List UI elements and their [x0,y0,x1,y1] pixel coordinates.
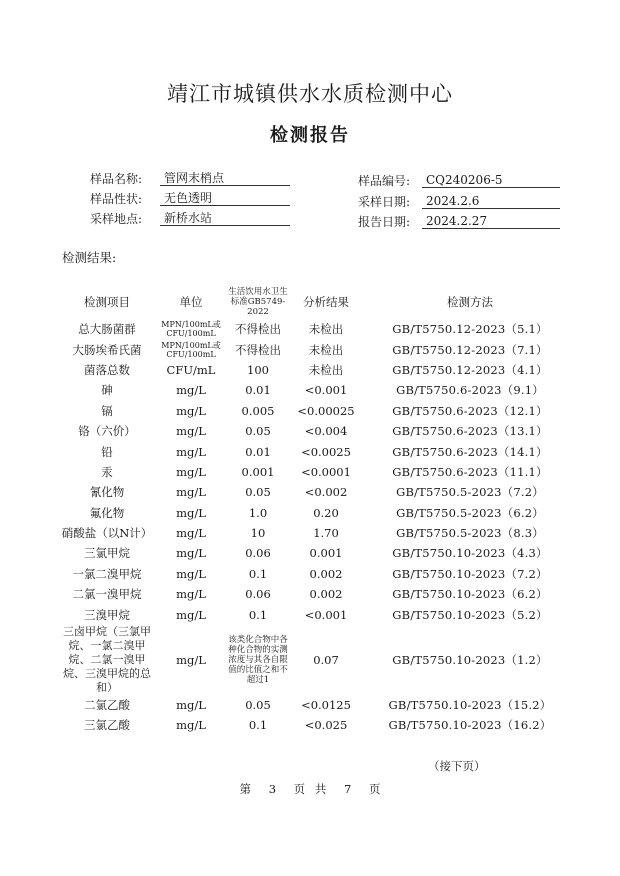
footer-page-total: 7 [343,782,352,796]
item-cell: 铬（六价） [78,424,136,439]
table-row [58,462,578,482]
unit-cell: mg/L [176,444,206,459]
limit-cell: 0.1 [248,607,268,622]
method-cell: GB/T5750.6-2023（14.1） [392,444,548,459]
unit-cell: mg/L [176,424,206,439]
method-cell: GB/T5750.5-2023（8.3） [396,526,544,541]
result-cell: 0.001 [309,546,343,561]
result-cell: <0.00025 [297,403,355,418]
result-cell: <0.0025 [301,444,351,459]
item-cell: 砷 [101,383,113,398]
page-footer [0,781,620,797]
sample-name-value: 管网末梢点 [160,170,290,186]
result-cell: <0.0125 [301,698,351,713]
method-cell: GB/T5750.10-2023（4.3） [392,546,548,561]
method-cell: GB/T5750.10-2023（7.2） [392,566,548,581]
method-cell: GB/T5750.12-2023（4.1） [392,362,548,377]
limit-cell: 100 [247,362,269,377]
method-cell: GB/T5750.10-2023（16.2） [388,718,552,733]
method-cell: GB/T5750.10-2023（5.2） [392,607,548,622]
item-cell: 三溴甲烷 [84,607,130,622]
result-cell: 0.07 [313,652,339,667]
item-cell: 汞 [101,464,113,479]
method-cell: GB/T5750.5-2023（6.2） [396,505,544,520]
item-cell: 镉 [101,403,113,418]
unit-cell: mg/L [176,485,206,500]
result-cell: 0.002 [309,566,343,581]
limit-cell: 0.1 [248,718,268,733]
result-cell: <0.001 [304,383,348,398]
item-cell: 总大肠菌群 [78,322,136,337]
limit-cell: 0.01 [245,383,271,398]
unit-cell: mg/L [176,464,206,479]
table-row [58,715,578,735]
item-cell: 二氯乙酸 [84,698,130,713]
report-date-value: 2024.2.27 [422,213,560,229]
table-row [58,380,578,400]
header-method: 检测方法 [447,295,493,309]
limit-cell: 0.01 [245,444,271,459]
method-cell: GB/T5750.6-2023（11.1） [392,464,548,479]
table-row [58,695,578,715]
table-row [58,360,578,380]
unit-cell: CFU/mL [166,362,216,377]
results-table [58,285,578,736]
sample-no-value: CQ240206-5 [422,172,560,188]
result-cell: <0.001 [304,607,348,622]
item-cell: 氟化物 [89,505,125,520]
report-date-label: 报告日期: [358,215,411,229]
results-label: 检测结果: [62,250,117,265]
item-cell: 氰化物 [89,485,125,500]
method-cell: GB/T5750.6-2023（13.1） [392,424,548,439]
result-cell: 0.20 [313,505,339,520]
result-cell: 1.70 [313,526,339,541]
item-cell: 菌落总数 [84,362,130,377]
result-cell: 0.002 [309,587,343,602]
unit-cell: mg/L [176,403,206,418]
method-cell: GB/T5750.12-2023（7.1） [392,342,548,357]
limit-cell: 0.06 [245,546,271,561]
unit-cell: mg/L [176,383,206,398]
limit-cell: 0.005 [241,403,275,418]
limit-cell: 0.06 [245,587,271,602]
result-cell: 未检出 [308,362,344,377]
limit-cell: 0.05 [245,424,271,439]
result-cell: 未检出 [308,322,344,337]
footer-page-mid: 页 共 [293,782,327,796]
method-cell: GB/T5750.5-2023（7.2） [396,485,544,500]
item-cell: 三氯乙酸 [84,718,130,733]
table-row [58,503,578,523]
sample-name-label: 样品名称: [90,172,143,186]
limit-cell: 不得检出 [235,322,281,337]
method-cell: GB/T5750.6-2023（12.1） [392,403,548,418]
method-cell: GB/T5750.10-2023（1.2） [392,652,548,667]
unit-cell: mg/L [176,566,206,581]
sample-character-value: 无色透明 [160,190,290,206]
table-row [58,523,578,543]
sampling-site-label: 采样地点: [90,212,143,226]
unit-cell: MPN/100mL或CFU/100mL [161,340,221,359]
table-row [58,401,578,421]
limit-cell: 10 [250,526,266,541]
limit-cell: 该类化合物中各种化合物的实测浓度与其各自限值的比值之和不超过1 [228,634,288,685]
header-result: 分析结果 [303,295,349,309]
sampling-site-value: 新桥水站 [160,210,290,226]
footer-page-current: 3 [268,782,277,796]
item-cell: 一氯二溴甲烷 [72,566,142,581]
table-header-row [58,285,578,319]
method-cell: GB/T5750.10-2023（15.2） [388,698,552,713]
unit-cell: mg/L [176,546,206,561]
item-cell: 三氯甲烷 [84,546,130,561]
table-row [58,441,578,461]
unit-cell: mg/L [176,526,206,541]
result-cell: <0.002 [304,485,348,500]
result-cell: <0.004 [304,424,348,439]
table-row [58,543,578,563]
limit-cell: 不得检出 [235,342,281,357]
unit-cell: mg/L [176,718,206,733]
unit-cell: mg/L [176,607,206,622]
unit-cell: mg/L [176,505,206,520]
item-cell: 硝酸盐（以N计） [61,526,153,541]
limit-cell: 1.0 [248,505,268,520]
item-cell: 大肠埃希氏菌 [72,342,142,357]
limit-cell: 0.001 [241,464,275,479]
table-row [58,564,578,584]
table-row [58,604,578,624]
sampling-date-label: 采样日期: [358,195,411,209]
limit-cell: 0.05 [245,698,271,713]
item-cell: 三卤甲烷（三氯甲烷、一氯二溴甲烷、二氯一溴甲烷、三溴甲烷的总和） [63,624,151,694]
table-row [58,319,578,339]
result-cell: 未检出 [308,342,344,357]
organization-title: 靖江市城镇供水水质检测中心 [167,82,453,106]
table-row [58,584,578,604]
sample-character-label: 样品性状: [90,192,143,206]
unit-cell: mg/L [176,698,206,713]
sample-no-label: 样品编号: [358,174,411,188]
method-cell: GB/T5750.6-2023（9.1） [396,383,544,398]
table-row [58,625,578,695]
result-cell: <0.0001 [301,464,351,479]
footer-page-prefix: 第 [239,782,252,796]
header-unit: 单位 [179,295,203,309]
sampling-date-value: 2024.2.6 [422,193,560,209]
header-limit: 生活饮用水卫生标准GB5749-2022 [228,287,288,317]
report-title: 检测报告 [270,125,350,146]
item-cell: 铅 [101,444,113,459]
item-cell: 二氯一溴甲烷 [72,587,142,602]
unit-cell: mg/L [176,652,206,667]
result-cell: <0.025 [304,718,348,733]
limit-cell: 0.05 [245,485,271,500]
table-row [58,339,578,359]
header-item: 检测项目 [84,295,130,309]
limit-cell: 0.1 [248,566,268,581]
unit-cell: MPN/100mL或CFU/100mL [161,320,221,339]
method-cell: GB/T5750.12-2023（5.1） [392,322,548,337]
method-cell: GB/T5750.10-2023（6.2） [392,587,548,602]
unit-cell: mg/L [176,587,206,602]
continued-note: （接下页） [428,759,486,773]
footer-page-suffix: 页 [368,782,381,796]
table-row [58,482,578,502]
table-row [58,421,578,441]
